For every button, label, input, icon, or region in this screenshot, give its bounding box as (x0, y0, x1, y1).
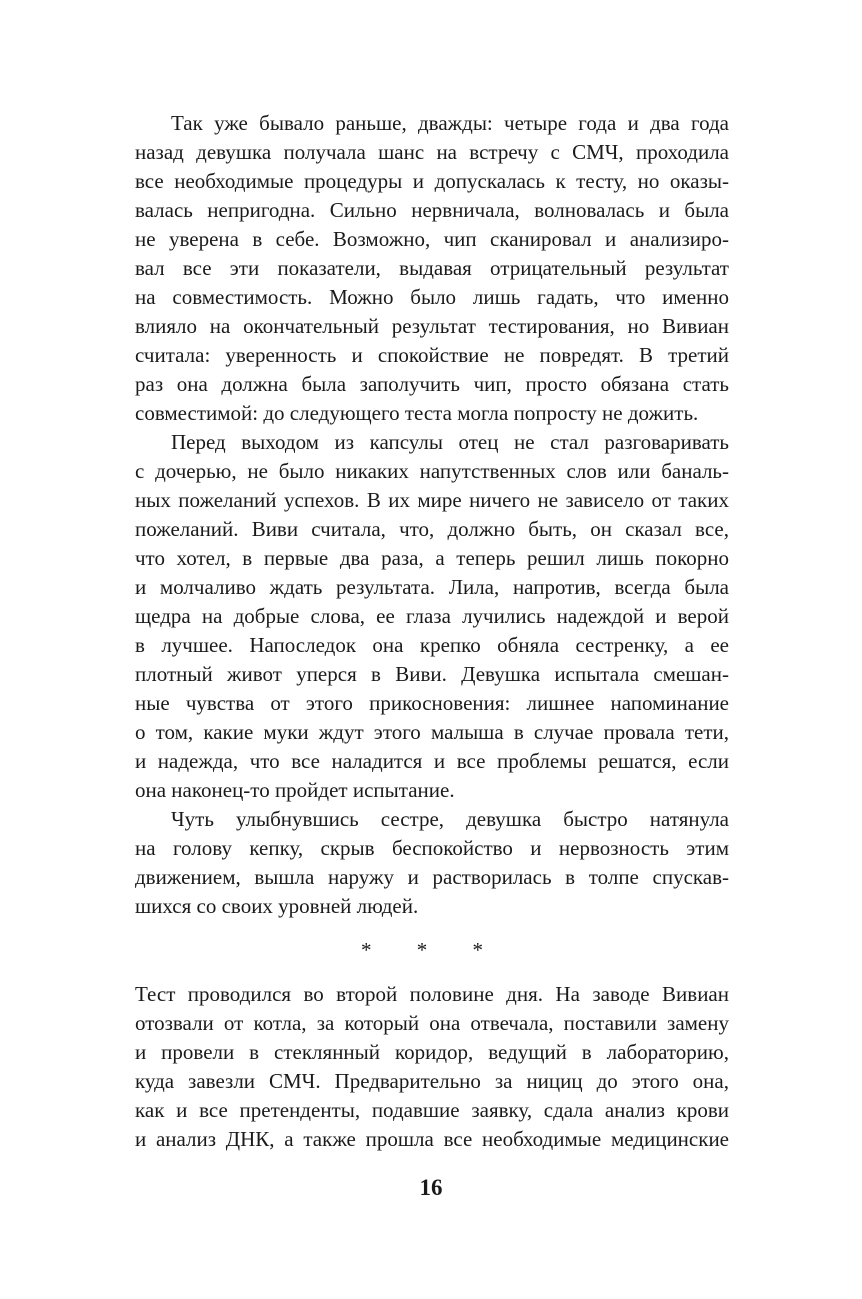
text-line: все необходимые процедуры и допускалась к тесту, но оказы- (135, 169, 729, 193)
text-line: пожеланий. Виви считала, что, должно быть, он сказал все, (135, 517, 729, 541)
text-line: ные чувства от этого прикосновения: лишнее напоминание (135, 691, 729, 715)
text-line: движением, вышла наружу и растворилась в толпе спускав- (135, 865, 729, 889)
text-line: с дочерью, не было никаких напутственных слов или баналь- (135, 459, 729, 483)
text-line: раз она должна была заполучить чип, просто обязана стать (135, 372, 729, 396)
text-line: Перед выходом из капсулы отец не стал разговаривать (171, 430, 729, 454)
paragraph-2 (135, 428, 729, 805)
text-line: отозвали от котла, за который она отвечала, поставили замену (135, 1011, 729, 1035)
text-line: ных пожеланий успехов. В их мире ничего не зависело от таких (135, 488, 729, 512)
text-line: вал все эти показатели, выдавая отрицательный результат (135, 256, 729, 280)
text-line: и анализ ДНК, а также прошла все необходимые медицинские (135, 1127, 729, 1151)
text-line: в лучшее. Напоследок она крепко обняла сестренку, а ее (135, 633, 729, 657)
text-line: Чуть улыбнувшись сестре, девушка быстро натянула (171, 807, 729, 831)
text-line: она наконец-то пройдет испытание. (135, 778, 455, 802)
text-line: на голову кепку, скрыв беспокойство и нервозность этим (135, 836, 729, 860)
text-line: плотный живот уперся в Виви. Девушка испытала смешан- (135, 662, 729, 686)
text-line: Тест проводился во второй половине дня. На заводе Вивиан (135, 982, 729, 1006)
text-line: валась непригодна. Сильно нервничала, волновалась и была (135, 198, 729, 222)
text-line: куда завезли СМЧ. Предварительно за нициц до этого она, (135, 1069, 729, 1093)
text-line: и провели в стеклянный коридор, ведущий в лабораторию, (135, 1040, 729, 1064)
section-2-paragraph (135, 980, 729, 1154)
paragraph-3 (135, 805, 729, 921)
text-line: шихся со своих уровней людей. (135, 894, 419, 918)
paragraph-1 (135, 109, 729, 428)
text-line: Так уже бывало раньше, дважды: четыре года и два года (171, 111, 729, 135)
page-number: 16 (419, 1175, 443, 1200)
text-line: совместимой: до следующего теста могла попросту не дожить. (135, 401, 699, 425)
text-line: назад девушка получала шанс на встречу с СМЧ, проходила (135, 140, 729, 164)
text-line: что хотел, в первые два раза, а теперь решил лишь покорно (135, 546, 729, 570)
text-line: как и все претенденты, подавшие заявку, сдала анализ крови (135, 1098, 729, 1122)
text-line: и молчаливо ждать результата. Лила, напротив, всегда была (135, 575, 729, 599)
text-line: не уверена в себе. Возможно, чип сканировал и анализиро- (135, 227, 729, 251)
text-line: влияло на окончательный результат тестирования, но Вивиан (135, 314, 729, 338)
text-line: на совместимость. Можно было лишь гадать, что именно (135, 285, 729, 309)
text-line: и надежда, что все наладится и все проблемы решатся, если (135, 749, 729, 773)
text-line: о том, какие муки ждут этого малыша в случае провала тети, (135, 720, 729, 744)
scene-separator: * * * (361, 938, 503, 962)
text-line: щедра на добрые слова, ее глаза лучились надеждой и верой (135, 604, 729, 628)
text-line: считала: уверенность и спокойствие не повредят. В третий (135, 343, 729, 367)
